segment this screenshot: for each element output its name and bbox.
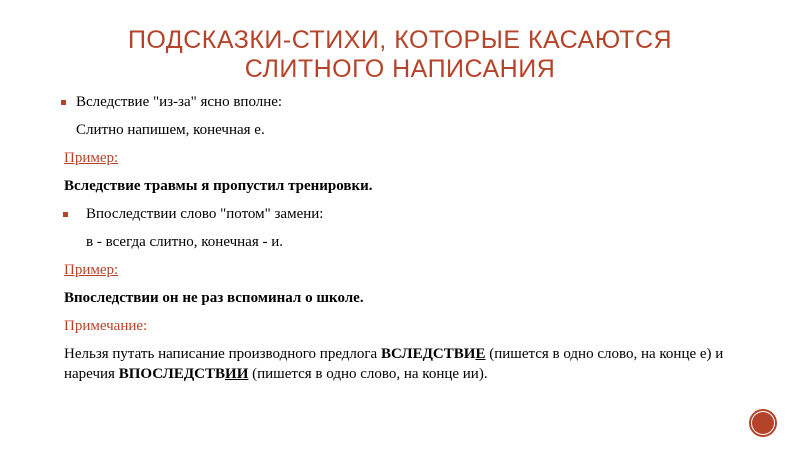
example-1-text: Вследствие травмы я пропустил тренировки. (64, 178, 373, 194)
note-word-vposledstvii (119, 366, 249, 382)
example-1-label: Пример: (64, 150, 119, 166)
page-number-badge-icon (749, 409, 777, 437)
page-number-badge-fill (752, 412, 774, 434)
note-paragraph (64, 344, 724, 384)
rhyme-2-line-2: в - всегда слитно, конечная - и. (86, 234, 284, 250)
rhyme-1-line-2: Слитно напишем, конечная е. (76, 122, 265, 138)
rhyme-1-line-1: Вследствие "из-за" ясно вполне: (76, 94, 283, 110)
square-bullet-icon (61, 100, 66, 105)
square-bullet-icon (63, 212, 68, 217)
note-word-vsledstvie (381, 346, 486, 362)
note-text-part-2: (пишется в одно слово, на конце е) и наречия (64, 346, 724, 382)
note-word-vposledstvii-ending: ИИ (225, 366, 249, 382)
example-2-text: Впоследствии он не раз вспоминал о школе. (64, 290, 364, 306)
rhyme-2-line-1: Впоследствии слово "потом" замени: (86, 206, 324, 222)
slide-title-line-2: СЛИТНОГО НАПИСАНИЯ (244, 55, 556, 83)
note-word-vsledstvie-stem: ВСЛЕДСТВИ (380, 346, 476, 362)
note-text-part-3: (пишется в одно слово, на конце ии). (248, 366, 488, 382)
slide-title-line-1: ПОДСКАЗКИ-СТИХИ, КОТОРЫЕ КАСАЮТСЯ (127, 26, 673, 54)
note-word-vposledstvii-stem: ВПОСЛЕДСТВ (118, 366, 226, 382)
slide-title (0, 26, 800, 84)
example-2-label: Пример: (64, 262, 119, 278)
note-word-vsledstvie-ending: Е (475, 346, 486, 362)
note-label: Примечание: (64, 318, 148, 334)
note-text-part-1: Нельзя путать написание производного предлога (64, 346, 381, 362)
